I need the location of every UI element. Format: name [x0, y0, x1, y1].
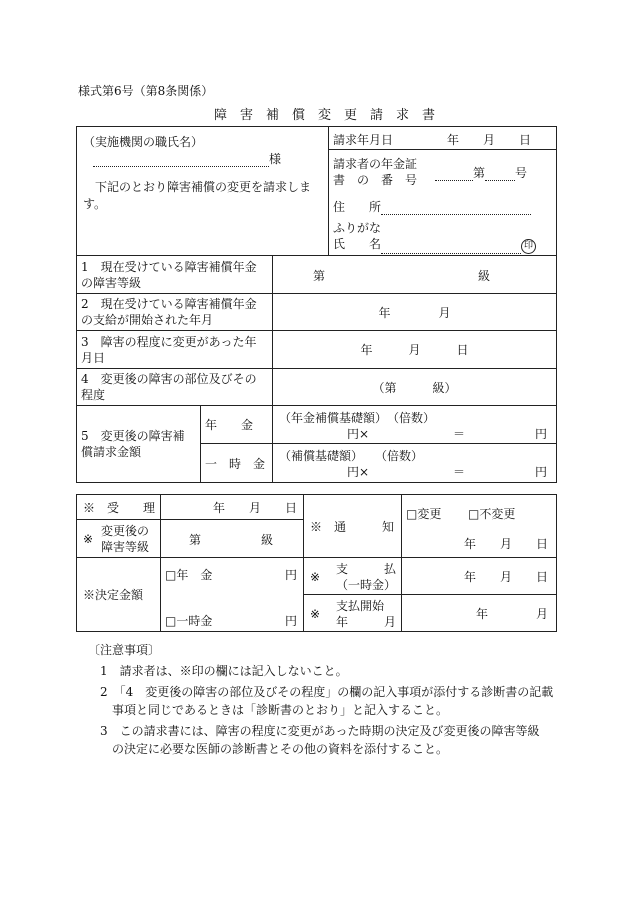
furigana-label: ふりがな	[333, 221, 382, 235]
grade-suffix: 級	[261, 533, 274, 547]
address-field[interactable]	[381, 214, 531, 215]
row5-lump-yen: 円×	[347, 465, 370, 479]
amount-cell	[161, 558, 304, 632]
note-3b: の決定に必要な医師の診断書とその他の資料を添付すること。	[112, 742, 449, 756]
row2-label: 2 現在受けている障害補償年金の支給が開始された年月	[77, 294, 273, 331]
grade-label-2: 障害等級	[101, 540, 150, 554]
form-number: 様式第6号（第8条関係）	[78, 84, 214, 98]
applicant-info-cell	[329, 127, 557, 256]
grade-mark: ※	[83, 532, 94, 546]
paystart-label-1: 支払開始	[336, 599, 385, 613]
name-field[interactable]	[381, 253, 521, 254]
notice-change-checkbox[interactable]: □変更	[406, 507, 442, 521]
grade-label-1: 変更後の	[101, 524, 150, 538]
row5-label: 5 変更後の障害補償請求金額	[77, 406, 201, 483]
grade-value[interactable]	[161, 520, 304, 558]
amount-pension-unit: 円	[284, 568, 297, 582]
row5-lump-value[interactable]	[273, 444, 557, 483]
amount-label: ※決定金額	[77, 558, 161, 632]
pension-cert-label-2: 書 の 番 号	[333, 173, 418, 187]
receipt-label: ※ 受 理	[77, 495, 161, 520]
row4-label: 4 変更後の障害の部位及びその程度	[77, 369, 273, 406]
receipt-value[interactable]: 年 月 日	[161, 495, 304, 520]
row1-value[interactable]	[273, 256, 557, 294]
row5-lump-eq: ＝	[453, 465, 466, 479]
row5-lump-label: 一 時 金	[201, 444, 273, 483]
pay-date[interactable]: 年 月 日	[402, 558, 557, 595]
pay-label-1: 支 払	[336, 562, 397, 576]
row2-value[interactable]: 年 月	[273, 294, 557, 331]
pension-cert-label-1: 請求者の年金証	[333, 157, 418, 171]
pay-mark: ※	[310, 570, 321, 584]
row5-pension-label: 年 金	[201, 406, 273, 444]
notice-label: ※ 通 知	[304, 495, 402, 558]
date-value[interactable]: 年 月 日	[447, 133, 532, 147]
row5-lump-formula: （補償基礎額） （倍数）	[279, 449, 424, 463]
pay-label-cell	[304, 558, 402, 595]
row5-pension-value[interactable]	[273, 406, 557, 444]
amount-pension-checkbox[interactable]: □年 金	[165, 568, 213, 582]
notice-cell	[402, 495, 557, 558]
name-label: 氏 名	[333, 237, 382, 251]
paystart-mark: ※	[310, 607, 321, 621]
row3-value[interactable]: 年 月 日	[273, 331, 557, 369]
paystart-value[interactable]: 年 月	[402, 595, 557, 632]
amount-lump-checkbox[interactable]: □一時金	[165, 614, 213, 628]
pension-cert-number-field[interactable]	[485, 180, 515, 181]
address-label: 住 所	[333, 200, 382, 214]
institution-cell	[77, 127, 329, 256]
grade-label-cell	[77, 520, 161, 558]
row1-label: 1 現在受けている障害補償年金の障害等級	[77, 256, 273, 294]
date-label: 請求年月日	[333, 133, 394, 147]
institution-label: （実施機関の職氏名）	[83, 135, 204, 149]
row5-pension-eq: ＝	[453, 427, 466, 441]
row5-pension-yen: 円×	[347, 427, 370, 441]
row5-lump-unit: 円	[535, 465, 548, 479]
row1-suffix: 級	[478, 269, 491, 283]
pay-label-2: （一時金）	[336, 578, 397, 592]
row4-value[interactable]: （第 級）	[273, 369, 557, 406]
row5-pension-unit: 円	[535, 427, 548, 441]
note-3a: 3 この請求書には、障害の程度に変更があった時期の決定及び変更後の障害等級	[100, 724, 540, 738]
form-title: 障 害 補 償 変 更 請 求 書	[214, 108, 436, 123]
note-1: 1 請求者は、※印の欄には記入しないこと。	[100, 664, 348, 678]
main-form-table	[76, 126, 557, 483]
note-2b: 事項と同じであるときは「診断書のとおり」と記入すること。	[112, 703, 449, 717]
row3-label: 3 障害の程度に変更があった年月日	[77, 331, 273, 369]
pension-cert-suffix: 号	[515, 166, 528, 180]
seal-icon: 印	[521, 239, 536, 254]
request-text: 下記のとおり障害補償の変更を請求します。	[83, 180, 312, 211]
notes-heading: 〔注意事項〕	[88, 643, 161, 657]
row1-prefix: 第	[313, 269, 326, 283]
paystart-label-2: 年 月	[336, 615, 397, 629]
pension-cert-prefix: 第	[473, 166, 486, 180]
note-2a: 2 「4 変更後の障害の部位及びその程度」の欄の記入事項が添付する診断書の記載	[100, 685, 554, 699]
grade-prefix: 第	[189, 533, 202, 547]
amount-lump-unit: 円	[284, 614, 297, 628]
notice-nochange-checkbox[interactable]: □不変更	[468, 507, 516, 521]
honorific: 様	[269, 152, 282, 166]
paystart-label-cell	[304, 595, 402, 632]
institution-name-field[interactable]	[93, 166, 269, 167]
office-use-table	[76, 494, 557, 632]
row5-pension-formula: （年金補償基礎額） （倍数）	[279, 411, 436, 425]
notice-date[interactable]: 年 月 日	[463, 537, 548, 551]
